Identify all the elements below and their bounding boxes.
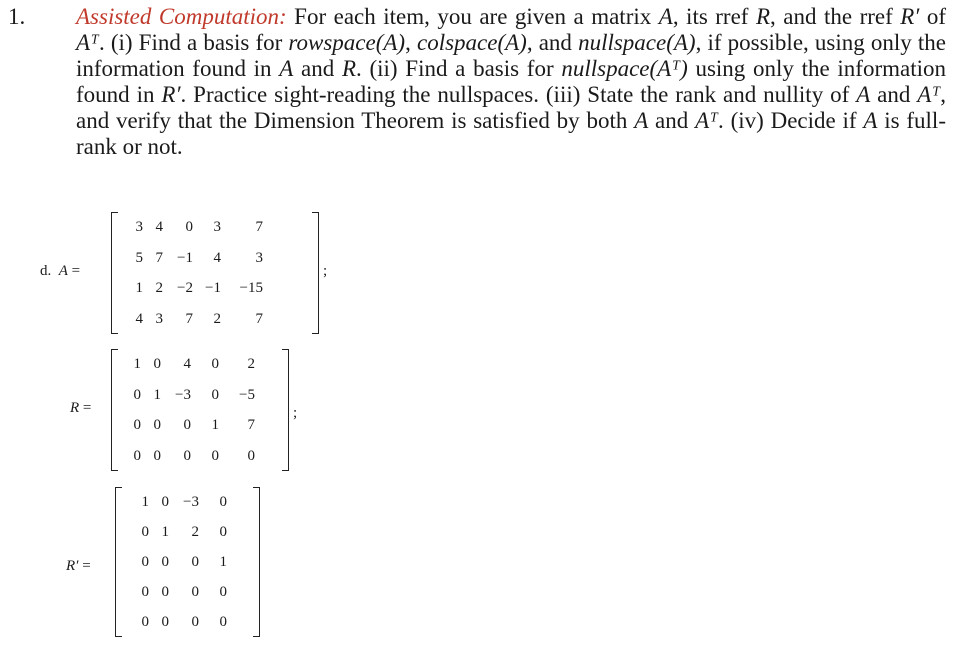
matrix-entry: 0 (211, 447, 219, 464)
item-label: d. (40, 263, 52, 279)
matrix-entry: 1 (153, 386, 161, 403)
matrix-entry: −2 (177, 280, 193, 296)
matrix-entry: 2 (191, 524, 199, 540)
matrix-entry: −1 (205, 280, 221, 296)
matrix-entry: 1 (141, 494, 149, 510)
matrix-entry: 0 (161, 494, 169, 510)
matrix-row (127, 410, 255, 441)
matrix-a-grid (127, 212, 263, 334)
matrix-entry: 3 (135, 219, 143, 235)
matrix-entry: 7 (155, 249, 163, 266)
matrix-a (111, 212, 319, 334)
matrix-a-left-bracket (111, 212, 118, 334)
matrix-entry: 0 (183, 417, 191, 433)
matrix-entry: 3 (255, 249, 263, 266)
matrix-entry: 0 (141, 584, 149, 600)
matrix-row (127, 273, 263, 304)
matrix-entry: −3 (175, 386, 191, 403)
matrix-entry: 2 (247, 356, 255, 372)
matrix-entry: 7 (255, 219, 263, 235)
matrix-entry: 0 (247, 447, 255, 464)
matrix-entry: 7 (255, 310, 263, 327)
matrix-entry: 0 (219, 494, 227, 510)
matrix-entry: 0 (161, 554, 169, 570)
matrix-entry: 0 (219, 614, 227, 630)
matrix-row (131, 547, 227, 577)
matrix-entry: 3 (155, 310, 163, 327)
matrix-row (127, 441, 255, 472)
matrix-rprime-right-bracket (253, 487, 260, 637)
matrix-entry: −15 (239, 280, 263, 296)
matrix-r-left-bracket (111, 349, 118, 471)
matrix-r-label: R = (70, 400, 92, 416)
matrix-entry: 1 (219, 554, 227, 570)
matrix-rprime-left-bracket (115, 487, 122, 637)
matrix-entry: 0 (141, 554, 149, 570)
matrix-entry: 0 (219, 524, 227, 540)
matrix-row (131, 577, 227, 607)
problem-title: Assisted Computation: (76, 4, 287, 29)
matrix-rprime (115, 487, 260, 637)
matrix-row (127, 380, 255, 411)
matrix-entry: 0 (161, 584, 169, 600)
matrix-entry: 0 (191, 614, 199, 630)
matrix-rprime-grid (131, 487, 227, 637)
matrix-entry: 4 (155, 219, 163, 235)
matrix-entry: 0 (133, 386, 141, 403)
matrix-entry: 1 (211, 417, 219, 433)
matrix-r-right-bracket (282, 349, 289, 471)
matrix-row (131, 487, 227, 517)
matrix-r (111, 349, 289, 471)
matrix-entry: 4 (183, 356, 191, 372)
matrix-a-label: d. A = (40, 263, 81, 279)
matrix-entry: −3 (183, 494, 199, 510)
matrix-entry: 3 (213, 219, 221, 235)
matrix-entry: 0 (141, 524, 149, 540)
matrix-entry: 1 (135, 280, 143, 296)
matrix-entry: 4 (213, 249, 221, 266)
matrix-entry: 0 (191, 554, 199, 570)
matrix-entry: 0 (191, 584, 199, 600)
matrix-entry: 0 (153, 447, 161, 464)
matrix-entry: 0 (211, 356, 219, 372)
matrix-row (127, 304, 263, 335)
matrix-row (131, 607, 227, 637)
matrix-entry: 0 (153, 356, 161, 372)
matrix-entry: 1 (161, 524, 169, 540)
matrix-entry: 2 (213, 310, 221, 327)
matrix-row (131, 517, 227, 547)
matrix-entry: 0 (153, 417, 161, 433)
matrix-entry: −1 (177, 249, 193, 266)
matrix-entry: 0 (133, 417, 141, 433)
matrix-entry: 7 (185, 310, 193, 327)
matrix-entry: 0 (219, 584, 227, 600)
matrix-a-semicolon: ; (323, 263, 328, 279)
matrix-entry: 0 (133, 447, 141, 464)
matrix-row (127, 243, 263, 274)
matrix-entry: 0 (161, 614, 169, 630)
matrix-entry: −5 (239, 386, 255, 403)
matrix-row (127, 349, 255, 380)
matrix-rprime-label: R′ = (66, 558, 91, 574)
matrix-a-right-bracket (312, 212, 319, 334)
matrix-entry: 5 (135, 249, 143, 266)
matrix-entry: 7 (247, 417, 255, 433)
matrix-entry: 0 (141, 614, 149, 630)
matrix-r-grid (127, 349, 255, 471)
matrix-entry: 1 (133, 356, 141, 372)
problem-number: 1. (8, 4, 26, 29)
matrix-entry: 0 (183, 447, 191, 464)
problem-text: Assisted Computation: For each item, you are given a matrix A, its rref R, and the rref R′ of Aᵀ. (i) Find a basis for rowspace(A), colspace(A), and nullspace(A), if possible, using only the information found in A and R. (ii) Find a basis for nullspace(Aᵀ) using only the information found in R′. Practice sight-reading the nullspaces. (iii) State the rank and nullity of A and Aᵀ, and verify that the Dimension Theorem is satisfied by both A and Aᵀ. (iv) Decide if A is full-rank or not. (76, 4, 947, 159)
matrix-entry: 2 (155, 280, 163, 296)
matrix-entry: 4 (135, 310, 143, 327)
matrix-entry: 0 (211, 386, 219, 403)
matrix-r-semicolon: ; (293, 405, 298, 421)
matrix-row (127, 212, 263, 243)
matrix-entry: 0 (185, 219, 193, 235)
